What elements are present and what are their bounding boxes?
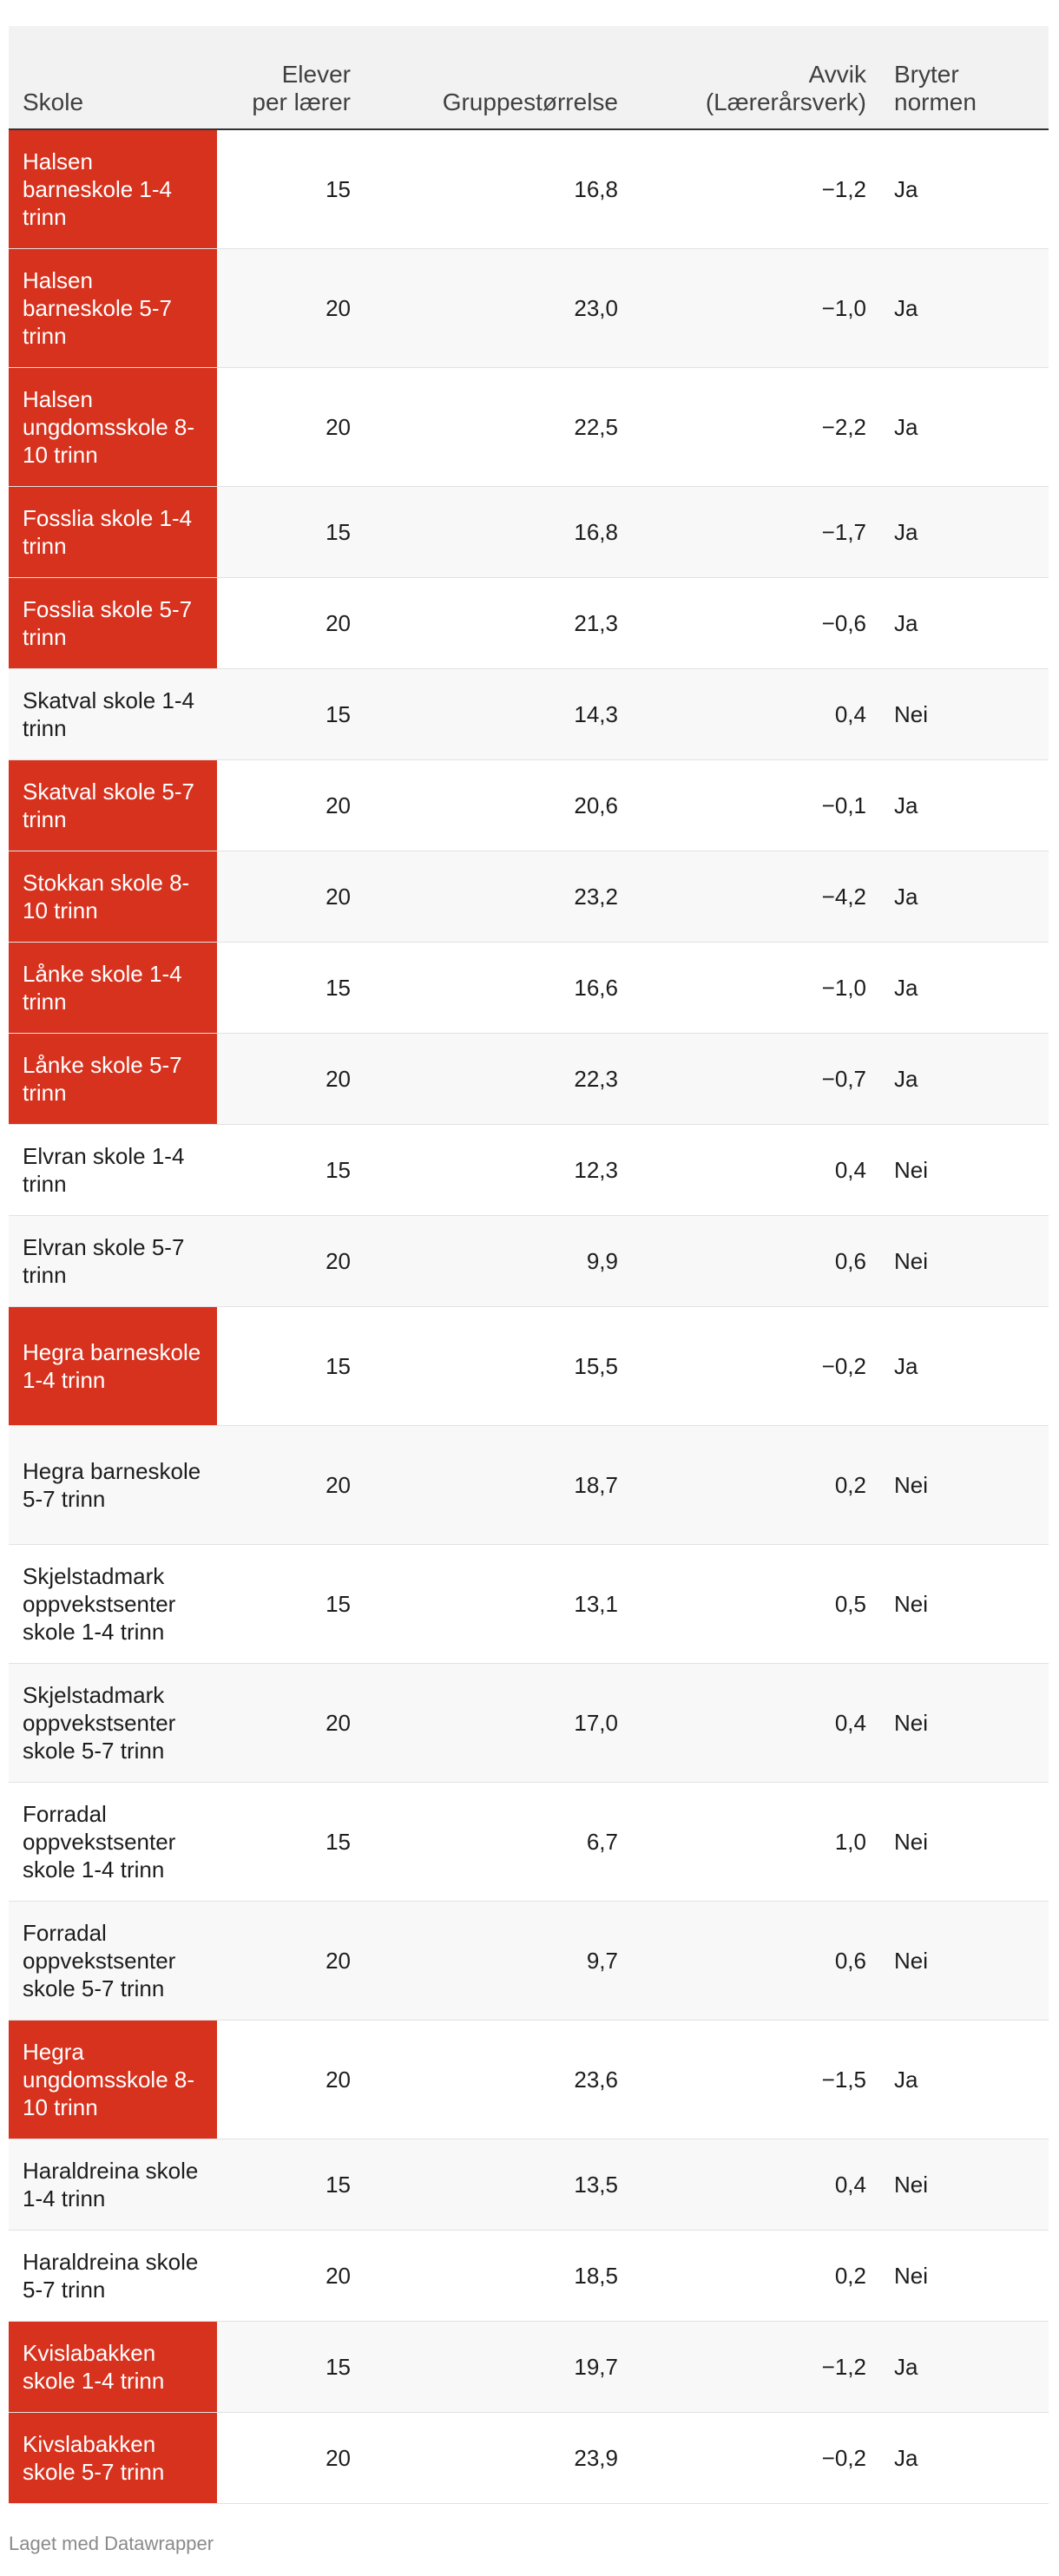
cell-gruppestorrelse: 19,7 — [365, 2321, 632, 2412]
cell-gruppestorrelse: 18,5 — [365, 2230, 632, 2321]
table-row — [9, 2139, 1049, 2230]
cell-skole: Hegra ungdomsskole 8-10 trinn — [9, 2020, 217, 2139]
table-row — [9, 367, 1049, 486]
cell-bryter-normen: Nei — [880, 1544, 1049, 1663]
table-row — [9, 486, 1049, 577]
cell-bryter-normen: Nei — [880, 1215, 1049, 1306]
table-row — [9, 1215, 1049, 1306]
cell-skole: Stokkan skole 8-10 trinn — [9, 851, 217, 942]
table-row — [9, 1033, 1049, 1124]
cell-elever-per-laerer: 20 — [217, 367, 365, 486]
cell-bryter-normen: Nei — [880, 1663, 1049, 1782]
cell-bryter-normen: Ja — [880, 1306, 1049, 1425]
cell-skole: Skatval skole 1-4 trinn — [9, 668, 217, 759]
cell-bryter-normen: Nei — [880, 668, 1049, 759]
table-row — [9, 668, 1049, 759]
cell-bryter-normen: Ja — [880, 248, 1049, 367]
cell-bryter-normen: Nei — [880, 1124, 1049, 1215]
cell-avvik: 0,2 — [632, 1425, 880, 1544]
cell-gruppestorrelse: 23,9 — [365, 2412, 632, 2503]
cell-elever-per-laerer: 20 — [217, 2230, 365, 2321]
table-row — [9, 759, 1049, 851]
cell-bryter-normen: Nei — [880, 2230, 1049, 2321]
cell-elever-per-laerer: 20 — [217, 577, 365, 668]
cell-skole: Kivslabakken skole 5-7 trinn — [9, 2412, 217, 2503]
table-row — [9, 248, 1049, 367]
cell-skole: Forradal oppvekstsenter skole 5-7 trinn — [9, 1901, 217, 2020]
cell-gruppestorrelse: 13,5 — [365, 2139, 632, 2230]
cell-skole: Hegra barneskole 5-7 trinn — [9, 1425, 217, 1544]
cell-bryter-normen: Ja — [880, 2020, 1049, 2139]
cell-bryter-normen: Ja — [880, 759, 1049, 851]
cell-gruppestorrelse: 22,3 — [365, 1033, 632, 1124]
cell-skole: Skjelstadmark oppvekstsenter skole 5-7 trinn — [9, 1663, 217, 1782]
footer-credit: Laget med Datawrapper — [9, 2533, 214, 2554]
header-bryter-normen[interactable]: Bryter normen — [880, 26, 1049, 129]
cell-elever-per-laerer: 15 — [217, 2321, 365, 2412]
cell-elever-per-laerer: 20 — [217, 851, 365, 942]
cell-elever-per-laerer: 20 — [217, 248, 365, 367]
cell-avvik: −1,2 — [632, 129, 880, 248]
cell-gruppestorrelse: 15,5 — [365, 1306, 632, 1425]
cell-skole: Forradal oppvekstsenter skole 1-4 trinn — [9, 1782, 217, 1901]
header-gruppestorrelse[interactable]: Gruppestørrelse — [365, 26, 632, 129]
cell-bryter-normen: Nei — [880, 2139, 1049, 2230]
cell-avvik: 0,5 — [632, 1544, 880, 1663]
cell-avvik: −1,0 — [632, 942, 880, 1033]
cell-skole: Skatval skole 5-7 trinn — [9, 759, 217, 851]
cell-elever-per-laerer: 15 — [217, 1782, 365, 1901]
cell-gruppestorrelse: 12,3 — [365, 1124, 632, 1215]
cell-avvik: −0,7 — [632, 1033, 880, 1124]
cell-skole: Elvran skole 1-4 trinn — [9, 1124, 217, 1215]
table-row — [9, 577, 1049, 668]
cell-skole: Skjelstadmark oppvekstsenter skole 1-4 trinn — [9, 1544, 217, 1663]
cell-bryter-normen: Ja — [880, 851, 1049, 942]
table-row — [9, 1544, 1049, 1663]
table-row — [9, 942, 1049, 1033]
table-row — [9, 1663, 1049, 1782]
cell-bryter-normen: Nei — [880, 1782, 1049, 1901]
cell-gruppestorrelse: 20,6 — [365, 759, 632, 851]
cell-bryter-normen: Ja — [880, 2321, 1049, 2412]
table-row — [9, 129, 1049, 248]
cell-elever-per-laerer: 20 — [217, 2020, 365, 2139]
cell-bryter-normen: Ja — [880, 1033, 1049, 1124]
cell-gruppestorrelse: 22,5 — [365, 367, 632, 486]
cell-gruppestorrelse: 16,8 — [365, 129, 632, 248]
cell-skole: Halsen barneskole 5-7 trinn — [9, 248, 217, 367]
cell-skole: Kvislabakken skole 1-4 trinn — [9, 2321, 217, 2412]
cell-gruppestorrelse: 14,3 — [365, 668, 632, 759]
cell-bryter-normen: Nei — [880, 1425, 1049, 1544]
cell-gruppestorrelse: 21,3 — [365, 577, 632, 668]
table-row — [9, 2020, 1049, 2139]
cell-avvik: −0,6 — [632, 577, 880, 668]
cell-avvik: 0,4 — [632, 2139, 880, 2230]
cell-avvik: 0,6 — [632, 1215, 880, 1306]
cell-avvik: −0,2 — [632, 1306, 880, 1425]
cell-elever-per-laerer: 20 — [217, 1901, 365, 2020]
cell-gruppestorrelse: 17,0 — [365, 1663, 632, 1782]
cell-avvik: 1,0 — [632, 1782, 880, 1901]
table-row — [9, 1901, 1049, 2020]
cell-elever-per-laerer: 15 — [217, 1306, 365, 1425]
cell-avvik: −4,2 — [632, 851, 880, 942]
cell-avvik: 0,2 — [632, 2230, 880, 2321]
cell-avvik: −1,2 — [632, 2321, 880, 2412]
cell-bryter-normen: Nei — [880, 1901, 1049, 2020]
cell-skole: Halsen ungdomsskole 8-10 trinn — [9, 367, 217, 486]
table-row — [9, 851, 1049, 942]
cell-avvik: 0,4 — [632, 1124, 880, 1215]
cell-gruppestorrelse: 16,6 — [365, 942, 632, 1033]
cell-avvik: −0,2 — [632, 2412, 880, 2503]
header-avvik[interactable]: Avvik (Lærerårsverk) — [632, 26, 880, 129]
table-row — [9, 1425, 1049, 1544]
cell-elever-per-laerer: 15 — [217, 2139, 365, 2230]
cell-elever-per-laerer: 15 — [217, 129, 365, 248]
cell-elever-per-laerer: 20 — [217, 1663, 365, 1782]
cell-gruppestorrelse: 9,7 — [365, 1901, 632, 2020]
cell-avvik: −0,1 — [632, 759, 880, 851]
cell-skole: Elvran skole 5-7 trinn — [9, 1215, 217, 1306]
table-header — [9, 26, 1049, 129]
table-row — [9, 2230, 1049, 2321]
cell-skole: Halsen barneskole 1-4 trinn — [9, 129, 217, 248]
school-table — [9, 26, 1049, 2504]
cell-skole: Haraldreina skole 1-4 trinn — [9, 2139, 217, 2230]
cell-avvik: −1,7 — [632, 486, 880, 577]
cell-elever-per-laerer: 15 — [217, 942, 365, 1033]
cell-elever-per-laerer: 20 — [217, 1215, 365, 1306]
cell-gruppestorrelse: 23,2 — [365, 851, 632, 942]
cell-elever-per-laerer: 15 — [217, 668, 365, 759]
table-container — [9, 26, 1049, 2504]
cell-elever-per-laerer: 20 — [217, 2412, 365, 2503]
cell-elever-per-laerer: 20 — [217, 1033, 365, 1124]
cell-avvik: −1,0 — [632, 248, 880, 367]
header-skole[interactable]: Skole — [9, 26, 217, 129]
cell-skole: Lånke skole 1-4 trinn — [9, 942, 217, 1033]
cell-skole: Lånke skole 5-7 trinn — [9, 1033, 217, 1124]
cell-gruppestorrelse: 23,6 — [365, 2020, 632, 2139]
table-row — [9, 1782, 1049, 1901]
cell-avvik: 0,4 — [632, 1663, 880, 1782]
cell-bryter-normen: Ja — [880, 942, 1049, 1033]
cell-avvik: 0,4 — [632, 668, 880, 759]
cell-avvik: −2,2 — [632, 367, 880, 486]
table-row — [9, 2412, 1049, 2503]
cell-gruppestorrelse: 9,9 — [365, 1215, 632, 1306]
cell-skole: Hegra barneskole 1-4 trinn — [9, 1306, 217, 1425]
cell-elever-per-laerer: 20 — [217, 759, 365, 851]
cell-avvik: 0,6 — [632, 1901, 880, 2020]
cell-bryter-normen: Ja — [880, 129, 1049, 248]
cell-gruppestorrelse: 23,0 — [365, 248, 632, 367]
cell-skole: Fosslia skole 1-4 trinn — [9, 486, 217, 577]
cell-gruppestorrelse: 18,7 — [365, 1425, 632, 1544]
cell-avvik: −1,5 — [632, 2020, 880, 2139]
cell-bryter-normen: Ja — [880, 367, 1049, 486]
cell-elever-per-laerer: 15 — [217, 1544, 365, 1663]
table-body — [9, 129, 1049, 2503]
cell-skole: Fosslia skole 5-7 trinn — [9, 577, 217, 668]
cell-elever-per-laerer: 20 — [217, 1425, 365, 1544]
cell-bryter-normen: Ja — [880, 2412, 1049, 2503]
cell-bryter-normen: Ja — [880, 486, 1049, 577]
header-row — [9, 26, 1049, 129]
cell-gruppestorrelse: 6,7 — [365, 1782, 632, 1901]
cell-gruppestorrelse: 16,8 — [365, 486, 632, 577]
cell-elever-per-laerer: 15 — [217, 1124, 365, 1215]
table-row — [9, 2321, 1049, 2412]
cell-bryter-normen: Ja — [880, 577, 1049, 668]
cell-skole: Haraldreina skole 5-7 trinn — [9, 2230, 217, 2321]
cell-gruppestorrelse: 13,1 — [365, 1544, 632, 1663]
table-row — [9, 1306, 1049, 1425]
header-elever-per-laerer[interactable]: Elever per lærer — [217, 26, 365, 129]
table-row — [9, 1124, 1049, 1215]
cell-elever-per-laerer: 15 — [217, 486, 365, 577]
